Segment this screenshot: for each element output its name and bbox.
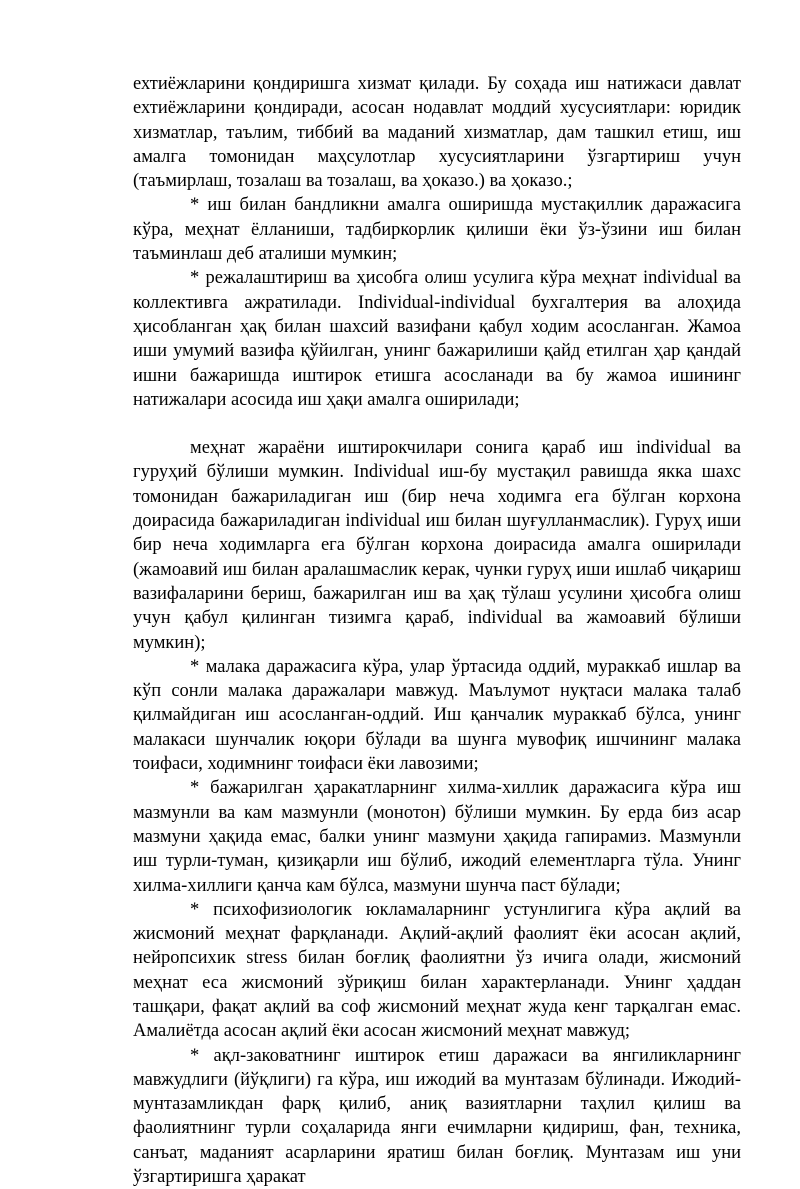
paragraph-participants-count: меҳнат жараёни иштирокчилари сонига қараб иш individual ва гуруҳий бўлиши мумкин. Individual иш-бу мустақил равишда якка шахс томонидан бажариладиган иш (бир неча ходимга ега бўлган корхона доирасида бажариладиган individual иш билан шуғулланмаслик). Гуруҳ иши бир неча ходимларга ега бўлган корхона доирасида амалга оширилади (жамоавий иш билан аралашмаслик керак, чунки гуруҳ иши ишлаб чиқариш вазифаларини бериш, бажарилган иш ва ҳақ тўлаш усулини ҳисобга олиш учун қабул қилинган тизимга қараб, individual ва жамоавий бўлиши мумкин); [133, 438, 741, 653]
paragraph-continuation: ехтиёжларини қондиришга хизмат қилади. Бу соҳада иш натижаси давлат ехтиёжларини қондиради, асосан нодавлат моддий хусусиятлари: юридик хизматлар, таълим, тиббий ва маданий хизматлар, дам ташкил етиш, иш амалга томонидан маҳсулотлар хусусиятларини ўзгартириш учун (таъмирлаш, тозалаш ва тозалаш, ва ҳоказо.) ва ҳоказо.; [133, 74, 741, 192]
paragraph-qualification-level: * малака даражасига кўра, улар ўртасида оддий, мураккаб ишлар ва кўп сонли малака даражалари мавжуд. Маълумот нуқтаси малака талаб қилмайдиган иш асосланган-оддий. Иш қанчалик мураккаб бўлса, унинг малакаси шунчалик юқори бўлади ва шунга мувофиқ ишчининг малака тоифаси, ходимнинг тоифаси ёки лавозими; [133, 656, 741, 775]
paragraph-employment-independence: * иш билан бандликни амалга оширишда мустақиллик даражасига кўра, меҳнат ёлланиши, тадбиркорлик қилиши ёки ўз-ўзини иш билан таъминлаш деб аталиши мумкин; [133, 195, 741, 265]
paragraph-psychophysiological-load: * психофизиологик юкламаларнинг устунлигига кўра ақлий ва жисмоний меҳнат фарқланади. Ақлий-ақлий фаолият ёки асосан ақлий, нейропсихик stress билан боғлиқ фаолиятни ўз ичига олади, жисмоний меҳнат еса жисмоний зўриқиш билан характерланади. Унинг ҳаддан ташқари, фақат ақлий ва соф жисмоний меҳнат жуда кенг тарқалган емас. Амалиётда асосан ақлий ёки асосан жисмоний меҳнат мавжуд; [133, 899, 741, 1042]
paragraph-planning-accounting: * режалаштириш ва ҳисобга олиш усулига кўра меҳнат individual ва коллективга ажратилади. Individual-individual бухгалтерия ва алоҳида ҳисобланган ҳақ билан шахсий вазифани қабул ходим асосланган. Жамоа иши умумий вазифа қўйилган, унинг бажарилиши қайд етилган ҳар қандай ишни бажаришда иштирок етишга асосланади ва бу жамоа ишининг натижалари асосида иш ҳақи амалга оширилади; [133, 268, 741, 410]
document-page [133, 72, 741, 1189]
paragraph-intellect-participation: * ақл-заковатнинг иштирок етиш даражаси ва янгиликларнинг мавжудлиги (йўқлиги) га кўра, иш ижодий ва мунтазам бўлинади. Ижодий-мунтазамликдан фарқ қилиб, аниқ вазиятларни таҳлил қилиш ва фаолиятнинг турли соҳаларида янги ечимларни қидириш, фан, техника, санъат, маданият асарларини яратиш билан боғлиқ. Мунтазам иш уни ўзгартиришга ҳаракат [133, 1045, 741, 1188]
paragraph-variety-of-actions: * бажарилган ҳаракатларнинг хилма-хиллик даражасига кўра иш мазмунли ва кам мазмунли (монотон) бўлиши мумкин. Бу ерда биз асар мазмуни ҳақида емас, балки унинг мазмуни ҳақида гапирамиз. Мазмунли иш турли-туман, қизиқарли иш бўлиб, ижодий елементларга тўла. Унинг хилма-хиллиги қанча кам бўлса, мазмуни шунча паст бўлади; [133, 778, 741, 896]
